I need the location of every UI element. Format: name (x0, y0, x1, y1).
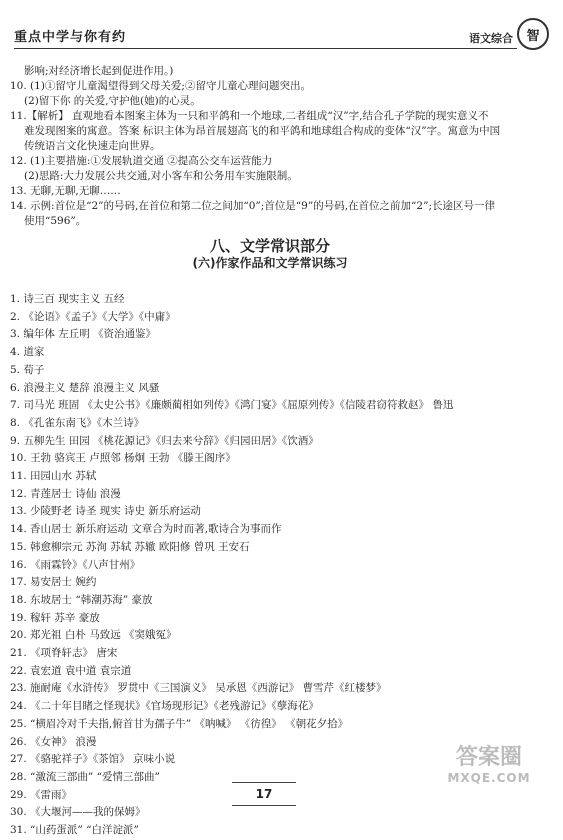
list-item: 14. 香山居士 新乐府运动 文章合为时而著,歌诗合为事而作 (10, 523, 282, 536)
logo-icon: 智 (517, 18, 549, 50)
list-item: 10. 王勃 骆宾王 卢照邻 杨炯 王勃 《滕王阁序》 (10, 452, 236, 465)
list-item: 2. 《论语》《孟子》《大学》《中庸》 (10, 310, 176, 323)
list-item: 5. 荀子 (10, 363, 45, 376)
list-item: 18. 东坡居士 “韩潮苏海” 豪放 (10, 593, 153, 606)
answer-line: 难发现图案的寓意。答案 标识主体为昂首展翅高飞的和平鸽和地球组合构成的变体“汉”字。寓意为中国 (24, 125, 501, 137)
list-item: 27. 《骆驼祥子》《茶馆》 京味小说 (10, 753, 176, 766)
answer-line: 13. 无聊,无聊,无聊…… (10, 185, 121, 197)
list-item: 26. 《女神》 浪漫 (10, 735, 97, 748)
answer-line: (2)思路:大力发展公共交通,对小客车和公务用车实施限制。 (24, 170, 298, 182)
list-item: 20. 郑光祖 白朴 马致远 《窦娥冤》 (10, 629, 177, 642)
list-item: 21. 《项脊轩志》 唐宋 (10, 647, 118, 660)
list-item: 1. 诗三百 现实主义 五经 (10, 293, 125, 305)
list-item: 4. 道家 (10, 346, 45, 359)
list-item: 29. 《雷雨》 (10, 788, 73, 801)
list-item: 7. 司马光 班固 《太史公书》《廉颇蔺相如列传》《鸿门宴》《屈原列传》《信陵君窃符救赵》 鲁迅 (10, 399, 454, 412)
list-item: 31. “山药蛋派” “白洋淀派” (10, 824, 139, 837)
watermark-text: 答案圈 (455, 745, 522, 770)
subject-title: 语文综合 (469, 32, 513, 45)
list-item: 8. 《孔雀东南飞》《木兰诗》 (10, 416, 145, 429)
list-item: 16. 《雨霖铃》《八声甘州》 (10, 558, 141, 571)
list-item: 17. 易安居士 婉约 (10, 576, 97, 589)
answer-line: 11.【解析】 直观地看本图案主体为一只和平鸽和一个地球,二者组成“汉”字,结合孔子学院的现实意义不 (10, 110, 489, 122)
answer-line: 使用“596”。 (24, 215, 87, 227)
page-header (14, 14, 549, 54)
list-item: 11. 田园山水 苏轼 (10, 470, 97, 483)
header-divider (14, 48, 517, 49)
list-item: 24. 《二十年目睹之怪现状》《官场现形记》《老残游记》《孽海花》 (10, 700, 319, 713)
list-item: 22. 袁宏道 袁中道 袁宗道 (10, 664, 132, 677)
list-item: 9. 五柳先生 田园 《桃花源记》《归去来兮辞》《归园田居》《饮酒》 (10, 434, 319, 447)
answer-line: 传统语言文化快速走向世界。 (24, 140, 161, 152)
answer-line: 10. (1)①留守儿童渴望得到父母关爱;②留守儿童心理问题突出。 (10, 80, 311, 92)
answer-line: 14. 示例:首位是“2”的号码,在首位和第二位之间加“0”;首位是“9”的号码,在首位之前加“2”;长途区号一律 (10, 200, 495, 212)
list-item: 19. 稼轩 苏辛 豪放 (10, 611, 100, 624)
answer-line: 影响;对经济增长起到促进作用。) (24, 65, 174, 77)
section-subtitle: (六)作家作品和文学常识练习 (192, 256, 348, 270)
list-item: 25. “横眉冷对千夫指,俯首甘为孺子牛” 《呐喊》 《彷徨》 《朝花夕拾》 (10, 717, 349, 730)
page-number: 17 (232, 782, 296, 806)
list-item: 23. 施耐庵《水浒传》 罗贯中《三国演义》 吴承恩《西游记》 曹雪芹《红楼梦》 (10, 682, 387, 695)
series-title: 重点中学与你有约 (14, 30, 127, 45)
page-content (10, 64, 530, 840)
list-item: 3. 编年体 左丘明 《资治通鉴》 (10, 328, 157, 341)
section-title: 八、文学常识部分 (209, 237, 330, 255)
list-item: 13. 少陵野老 诗圣 现实 诗史 新乐府运动 (10, 505, 201, 518)
answer-line: 12. (1)主要措施:①发展轨道交通 ②提高公交车运营能力 (10, 155, 273, 167)
list-item: 15. 韩愈柳宗元 苏洵 苏轼 苏辙 欧阳修 曾巩 王安石 (10, 540, 250, 553)
watermark-url: MXQE.COM (447, 771, 531, 785)
list-item: 12. 青莲居士 诗仙 浪漫 (10, 487, 121, 500)
list-item: 30. 《大堰河——我的保姆》 (10, 806, 146, 819)
watermark (429, 740, 549, 810)
list-item: 6. 浪漫主义 楚辞 浪漫主义 风骚 (10, 381, 160, 394)
list-item: 28. “激流三部曲” “爱情三部曲” (10, 770, 160, 783)
answer-line: (2)留下你 的关爱,守护他(她)的心灵。 (24, 95, 201, 107)
